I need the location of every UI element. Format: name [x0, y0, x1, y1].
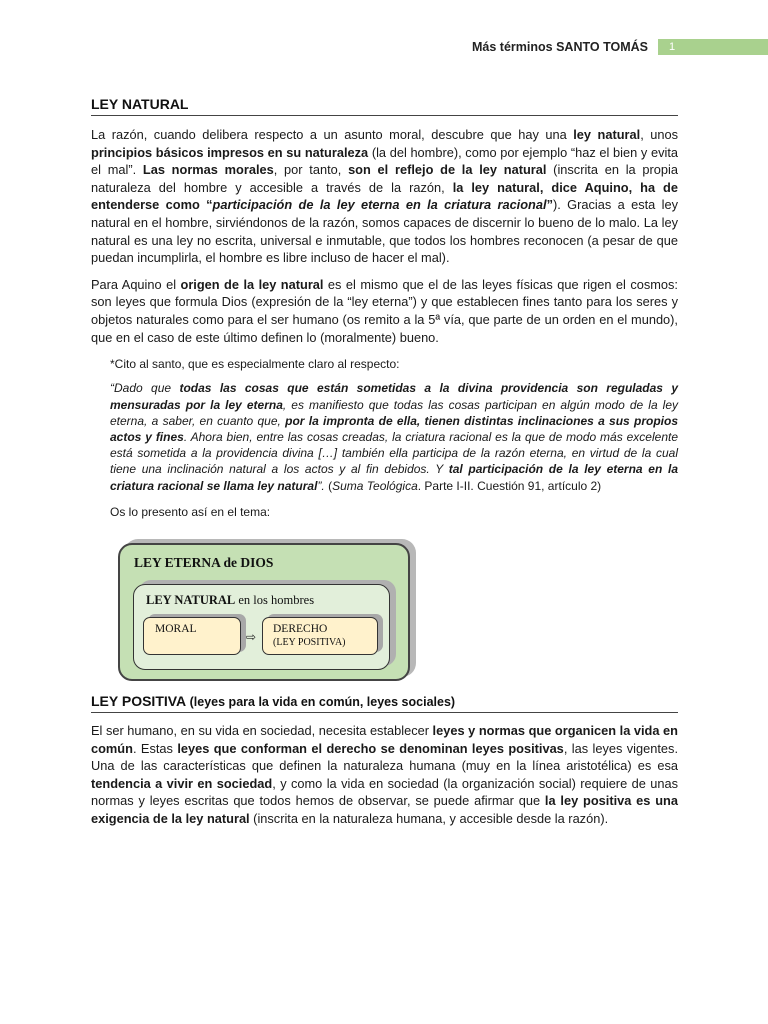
text-run: (inscrita en la propia naturaleza del hombre y accesible a través de la razón,: [91, 162, 678, 195]
text-run: La razón, cuando delibera respecto a un asunto moral, descubre que hay una: [91, 127, 574, 142]
label-ley-natural: [146, 593, 314, 608]
text-run: . Parte I-II. Cuestión 91, artículo 2): [417, 478, 602, 493]
box-moral: MORAL: [143, 617, 241, 655]
text-run: ”: [546, 197, 553, 213]
arrow-right-icon: ⇨: [246, 629, 257, 644]
text-run: ). Gracias a esta ley natural en el hombre, sirviéndonos de la razón, somos capaces de discernir lo bueno de lo malo. La ley natural es una ley no escrita, universal e inmutable, que todos los hombres reconocen (a pesar de que puedan incumplirla, el hombre es libre incluso de hacer el mal).: [91, 197, 679, 266]
text-run: ”.: [317, 478, 325, 493]
label-ley-natural-rest: en los hombres: [235, 592, 315, 607]
label-ley-natural-strong: LEY NATURAL: [146, 592, 236, 607]
text-run: leyes que conforman el derecho se denominan leyes positivas: [177, 740, 564, 756]
box-derecho: [262, 617, 378, 655]
text-run: “Dado que: [110, 381, 180, 396]
text-run: participación de la ley eterna en la criatura racional: [212, 197, 547, 213]
label-ley-eterna: LEY ETERNA de DIOS: [134, 554, 274, 570]
section-title-ley-natural: LEY NATURAL: [91, 96, 678, 116]
text-run: la ley positiva es una exigencia de la ley natural: [91, 793, 678, 826]
paragraph-ley-natural-2: [91, 276, 678, 346]
diagram-intro: Os lo presento así en el tema:: [110, 504, 271, 519]
header-title-prefix: Más términos: [472, 40, 557, 54]
text-run: todas las cosas que están sometidas a la divina providencia son reguladas y mensuradas por la ley eterna: [110, 381, 679, 412]
text-run: (: [324, 478, 333, 493]
section-title-ley-positiva: [91, 693, 678, 713]
header-title-strong: SANTO TOMÁS: [556, 40, 648, 54]
paragraph-ley-natural-1: [91, 126, 678, 267]
text-run: Suma Teológica: [332, 478, 418, 493]
quote-suma-teologica: [110, 380, 678, 493]
box-ley-eterna: [118, 543, 410, 681]
cite-intro: *Cito al santo, que es especialmente claro al respecto:: [110, 357, 400, 372]
text-run: es el mismo que el de las leyes físicas que rigen el cosmos: son leyes que formula Dios (expresión de la “ley eterna”) y que establecen fines tanto para los seres y objetos naturales como para el ser humano (os remito a la 5ª vía, que parte de un orden en el mundo), que en el caso de este último definen lo (moralmente) bueno.: [91, 276, 678, 345]
law-hierarchy-diagram: [115, 538, 415, 683]
label-ley-positiva: (LEY POSITIVA): [273, 636, 346, 648]
text-run: Para Aquino el: [91, 276, 181, 292]
text-run: , las leyes vigentes. Una de las características que definen la naturaleza humana (muy en la línea aristotélica) es esa: [91, 740, 679, 774]
section-title-ley-positiva-sub: (leyes para la vida en común, leyes sociales): [186, 694, 456, 709]
text-run: . Ahora bien, entre las cosas creadas, la criatura racional es la que de modo más excelente está sometida a la providencia divina […] también ella participa de la razón eterna, en virtud de la cual tiene una inclinación natural a los actos y al fin debidos. Y: [110, 429, 678, 477]
text-run: . Estas: [132, 740, 178, 756]
text-run: , por tanto,: [273, 162, 349, 178]
page-number: 1: [658, 39, 768, 55]
label-derecho: DERECHO: [273, 622, 328, 635]
text-run: tendencia a vivir en sociedad: [91, 775, 273, 791]
box-ley-natural: [133, 584, 390, 670]
text-run: , unos: [640, 127, 678, 142]
text-run: leyes y normas que organicen la vida en común: [91, 722, 678, 756]
text-run: la ley natural, dice Aquino, ha de entenderse como “: [91, 179, 678, 213]
text-run: tal participación de la ley eterna en la criatura racional se llama ley natural: [110, 462, 678, 493]
text-run: , es manifiesto que todas las cosas participan en algún modo de la ley eterna, a saber, en cuanto que,: [110, 397, 678, 428]
page-content: [91, 96, 678, 828]
section-title-ley-positiva-main: LEY POSITIVA: [91, 692, 187, 709]
text-run: origen de la ley natural: [180, 276, 324, 292]
paragraph-ley-positiva: [91, 722, 678, 828]
text-run: El ser humano, en su vida en sociedad, necesita establecer: [91, 722, 433, 738]
text-run: por la impronta de ella, tienen distintas inclinaciones a sus propios actos y fines: [110, 413, 678, 444]
text-run: son el reflejo de la ley natural: [348, 162, 547, 178]
running-header: [472, 40, 648, 54]
text-run: Las normas morales: [142, 162, 274, 178]
text-run: (inscrita en la naturaleza humana, y accesible desde la razón).: [249, 810, 609, 826]
text-run: (la del hombre), como por ejemplo “haz el bien y evita el mal”.: [91, 144, 678, 178]
text-run: , y como la vida en sociedad (la organización social) requiere de unas normas y leyes escritas que todos hemos de observar, se puede afirmar que: [91, 775, 678, 809]
text-run: principios básicos impresos en su naturaleza: [91, 144, 369, 160]
text-run: ley natural: [573, 127, 641, 142]
